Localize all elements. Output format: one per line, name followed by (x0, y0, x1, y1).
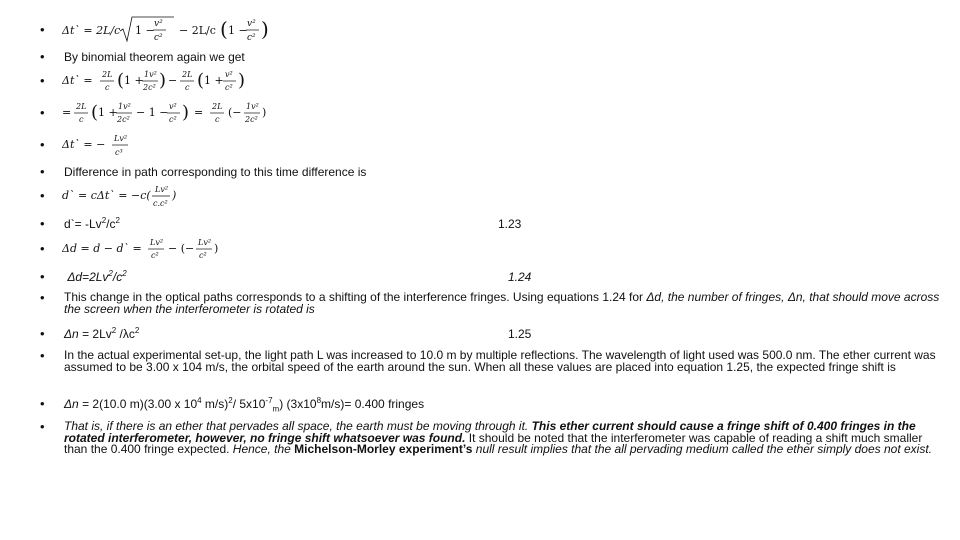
svg-text:): ) (214, 242, 219, 255)
bullet: • (40, 348, 45, 363)
svg-text:2L: 2L (182, 70, 193, 79)
line-15-text: That is, if there is an ether that pervades all space, the earth must be moving through it. This ether current should cause a fringe shift of 0.400 fringes in the rotated interferometer, however, no fringe shift whatsoever was found. It should be noted that the interferometer was capable of reading a shift much smaller than the 0.400 fringe expected. Hence, the Michelson-Morley experiment’s null result implies that the all pervading medium called the ether simply does not exist. (64, 419, 933, 456)
svg-text:c²: c² (154, 33, 163, 43)
svg-text:=: = (194, 106, 204, 119)
equation-delta-t-result (62, 132, 182, 160)
bullet: • (40, 269, 45, 284)
line-7 (40, 182, 940, 210)
svg-text:2L: 2L (102, 70, 113, 79)
svg-text:1 +: 1 + (204, 74, 224, 87)
svg-text:Lv²: Lv² (155, 185, 169, 194)
svg-text:Lv²: Lv² (198, 238, 212, 247)
svg-text:v²: v² (225, 70, 233, 79)
bullet: • (40, 216, 45, 231)
bullet: • (40, 137, 45, 152)
line-12-text: $\Delta n = 2Lv^2$ $/\lambda c^2$ (64, 326, 140, 341)
bullet: • (40, 396, 45, 411)
svg-text:c³: c³ (115, 148, 123, 157)
svg-text:c: c (215, 115, 220, 124)
svg-text:1 −: 1 − (228, 24, 248, 37)
bullet: • (40, 326, 45, 341)
line-3 (40, 66, 940, 96)
line-10-text: $\Delta d=2Lv^2/c^2$ (64, 269, 127, 284)
svg-text:d` = cΔt` = −c(: d` = cΔt` = −c( (62, 189, 151, 202)
svg-text:1v²: 1v² (144, 70, 157, 79)
svg-text:c²: c² (169, 115, 177, 124)
line-13-text: In the actual experimental set-up, the light path L was increased to 10.0 m by multiple reflections. The wavelength of light used was 500.0 nm. The ether current was assumed to be 3.00 x 104 m/s, the orbital speed of the earth around the sun. When all these values are placed into equation 1.25, the expected fringe shift is (64, 348, 936, 374)
equation-number: 1.23 (498, 217, 522, 231)
bullet: • (40, 419, 45, 434)
svg-text:Δt` = 2L/c: Δt` = 2L/c (62, 24, 121, 37)
equation-number: 1.24 (508, 270, 532, 284)
svg-text:c: c (79, 115, 84, 124)
bullet: • (40, 188, 45, 203)
svg-text:Δd = d − d` =: Δd = d − d` = (62, 242, 142, 255)
svg-text:c²: c² (199, 251, 207, 260)
svg-text:2c²: 2c² (245, 115, 258, 124)
equation-simplify (62, 98, 362, 128)
svg-text:c²: c² (151, 251, 159, 260)
svg-text:c²: c² (225, 83, 233, 92)
svg-text:1 +: 1 + (98, 106, 118, 119)
line-4 (40, 98, 940, 128)
line-14-text: Δn = 2(10.0 m)(3.00 x $10^4$ m/s)$^2$/ $5x10^{-7}_m$) $(3x10^8m/s)= 0.400$ fringes (64, 396, 425, 414)
svg-text:): ) (262, 106, 267, 119)
svg-text:v²: v² (154, 19, 163, 29)
bullet: • (40, 73, 45, 88)
svg-text:Δt` = −: Δt` = − (62, 138, 106, 151)
equation-delta-d (62, 234, 282, 264)
svg-text:): ) (172, 189, 177, 202)
svg-text:2L: 2L (76, 102, 87, 111)
line-11-text: This change in the optical paths corresponds to a shifting of the interference fringes. Using equations 1.24 for Δd, the number of fringes, Δn, that should move across the screen when the interferometer is rotated is (64, 290, 940, 316)
equation-number: 1.25 (508, 327, 532, 341)
bullet: • (40, 22, 45, 37)
svg-text:2L: 2L (212, 102, 223, 111)
svg-text:c: c (185, 83, 190, 92)
svg-text:− 2L/c: − 2L/c (179, 24, 216, 37)
svg-text:1v²: 1v² (118, 102, 131, 111)
bullet: • (40, 241, 45, 256)
svg-text:− 1 −: − 1 − (136, 106, 169, 119)
line-6-text: Difference in path corresponding to this time difference is (64, 165, 367, 179)
svg-text:1 +: 1 + (124, 74, 144, 87)
svg-text:1 −: 1 − (135, 24, 155, 37)
line-5 (40, 132, 940, 158)
svg-text:): ) (159, 70, 167, 91)
svg-text:): ) (261, 17, 269, 41)
svg-text:=: = (62, 106, 72, 119)
svg-text:v²: v² (169, 102, 177, 111)
bullet: • (40, 290, 45, 305)
svg-text:(: ( (197, 70, 205, 91)
bullet: • (40, 105, 45, 120)
bullet: • (40, 164, 45, 179)
line-1 (40, 14, 940, 48)
line-9 (40, 234, 940, 264)
svg-text:c.c²: c.c² (153, 199, 168, 208)
equation-delta-t (62, 14, 342, 48)
svg-text:Lv²: Lv² (150, 238, 164, 247)
svg-text:(−: (− (228, 106, 242, 119)
svg-text:Δt` =: Δt` = (62, 74, 93, 87)
svg-text:(: ( (91, 102, 99, 123)
svg-text:v²: v² (247, 19, 256, 29)
svg-text:2c²: 2c² (117, 115, 130, 124)
equation-path-difference (62, 182, 262, 212)
svg-text:(: ( (220, 17, 228, 41)
svg-text:Lv²: Lv² (114, 134, 128, 143)
equation-binomial (62, 66, 322, 96)
svg-text:2c²: 2c² (143, 83, 156, 92)
svg-text:(: ( (117, 70, 125, 91)
svg-text:): ) (182, 102, 190, 123)
svg-text:c²: c² (247, 33, 256, 43)
svg-text:− (−: − (− (168, 242, 195, 255)
line-2-text: By binomial theorem again we get (64, 50, 245, 64)
line-8-text: d`= $-Lv^2/c^2$ (64, 216, 120, 231)
bullet: • (40, 49, 45, 64)
svg-text:): ) (238, 70, 246, 91)
svg-text:c: c (105, 83, 110, 92)
svg-text:−: − (168, 74, 178, 87)
svg-text:1v²: 1v² (246, 102, 259, 111)
